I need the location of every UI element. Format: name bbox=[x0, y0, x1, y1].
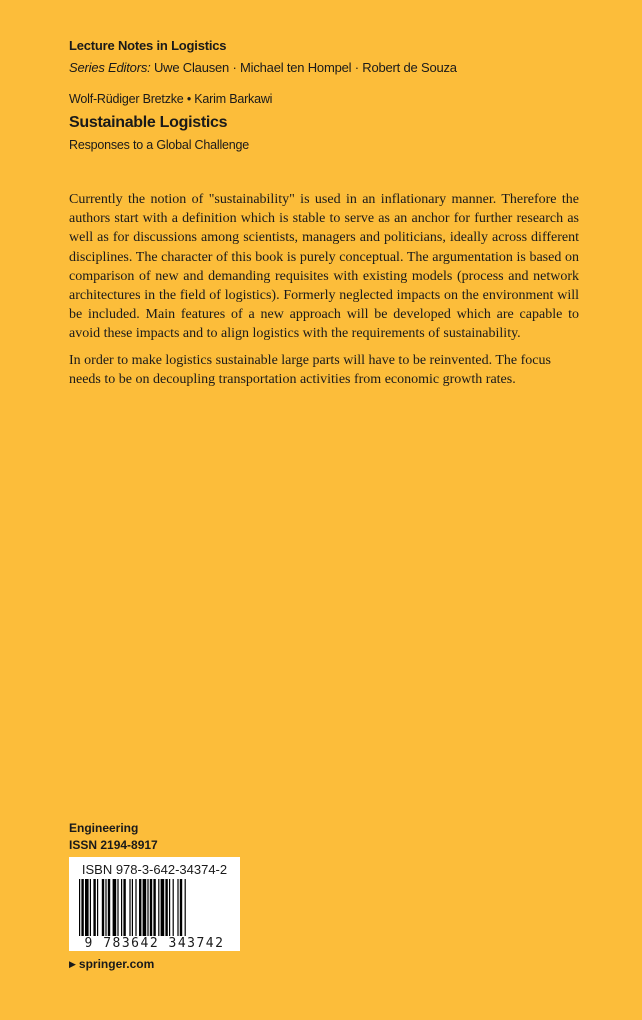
barcode-bar bbox=[139, 879, 141, 936]
barcode-bar bbox=[123, 879, 125, 936]
barcode-bar bbox=[158, 879, 159, 936]
barcode-bar bbox=[165, 879, 167, 936]
series-title: Lecture Notes in Logistics bbox=[69, 38, 227, 53]
barcode-bar bbox=[161, 879, 165, 936]
series-editors-label: Series Editors: bbox=[69, 60, 151, 75]
book-authors: Wolf-Rüdiger Bretzke • Karim Barkawi bbox=[69, 92, 273, 106]
series-editors bbox=[69, 60, 457, 75]
barcode-bar bbox=[93, 879, 95, 936]
barcode-bar bbox=[97, 879, 98, 936]
barcode-bar bbox=[185, 879, 186, 936]
barcode-bar bbox=[153, 879, 155, 936]
barcode-bar bbox=[173, 879, 174, 936]
barcode-bar bbox=[79, 879, 80, 936]
barcode-digits: 9 783642 343742 bbox=[84, 936, 225, 951]
blurb-paragraph: Currently the notion of "sustainability" is used in an inflationary manner. Therefore the authors start with a definition which is stable to serve as an anchor for further research as well as for discussions among scientists, managers and politicians, ideally across different disciplines. The character of this book is purely conceptual. The argumentation is based on comparison of new and demanding requisites with existing models (process and network architectures in the field of logistics). Formerly neglected impacts on the environment will be included. Main features of a new approach will be developed which are capable to avoid these impacts and to align logistics with the requirements of sustainability. bbox=[69, 192, 579, 342]
publisher-link[interactable] bbox=[69, 957, 154, 971]
barcode-bar bbox=[105, 879, 106, 936]
issn: ISSN 2194-8917 bbox=[69, 838, 158, 852]
barcode-icon bbox=[77, 879, 232, 936]
barcode-bar bbox=[117, 879, 118, 936]
book-subtitle: Responses to a Global Challenge bbox=[69, 138, 250, 152]
barcode-bar bbox=[129, 879, 130, 936]
barcode-bar bbox=[90, 879, 91, 936]
barcode-bar bbox=[85, 879, 89, 936]
blurb bbox=[69, 190, 579, 396]
barcode-bar bbox=[121, 879, 122, 936]
barcode-bar bbox=[150, 879, 152, 936]
publisher-url: springer.com bbox=[78, 957, 155, 971]
barcode-bar bbox=[143, 879, 147, 936]
arrow-right-icon: ▶ bbox=[69, 958, 76, 969]
barcode-bar bbox=[108, 879, 110, 936]
barcode-bar bbox=[135, 879, 136, 936]
barcode-box bbox=[69, 857, 240, 951]
isbn-label: ISBN 978-3-642-34374-2 bbox=[81, 862, 228, 877]
subject-category: Engineering bbox=[69, 821, 139, 835]
book-title: Sustainable Logistics bbox=[69, 114, 228, 131]
barcode-bar bbox=[169, 879, 170, 936]
blurb-paragraph: In order to make logistics sustainable large parts will have to be reinvented. The focus needs to be on decoupling transportation activities from economic growth rates. bbox=[69, 352, 551, 387]
barcode-bar bbox=[177, 879, 178, 936]
barcode-bar bbox=[147, 879, 148, 936]
barcode-bar bbox=[113, 879, 117, 936]
barcode-bar bbox=[180, 879, 182, 936]
barcode-bar bbox=[102, 879, 104, 936]
barcode-bar bbox=[132, 879, 133, 936]
barcode-bar bbox=[81, 879, 83, 936]
series-editors-names: Uwe Clausen · Michael ten Hompel · Robert de Souza bbox=[153, 60, 457, 75]
